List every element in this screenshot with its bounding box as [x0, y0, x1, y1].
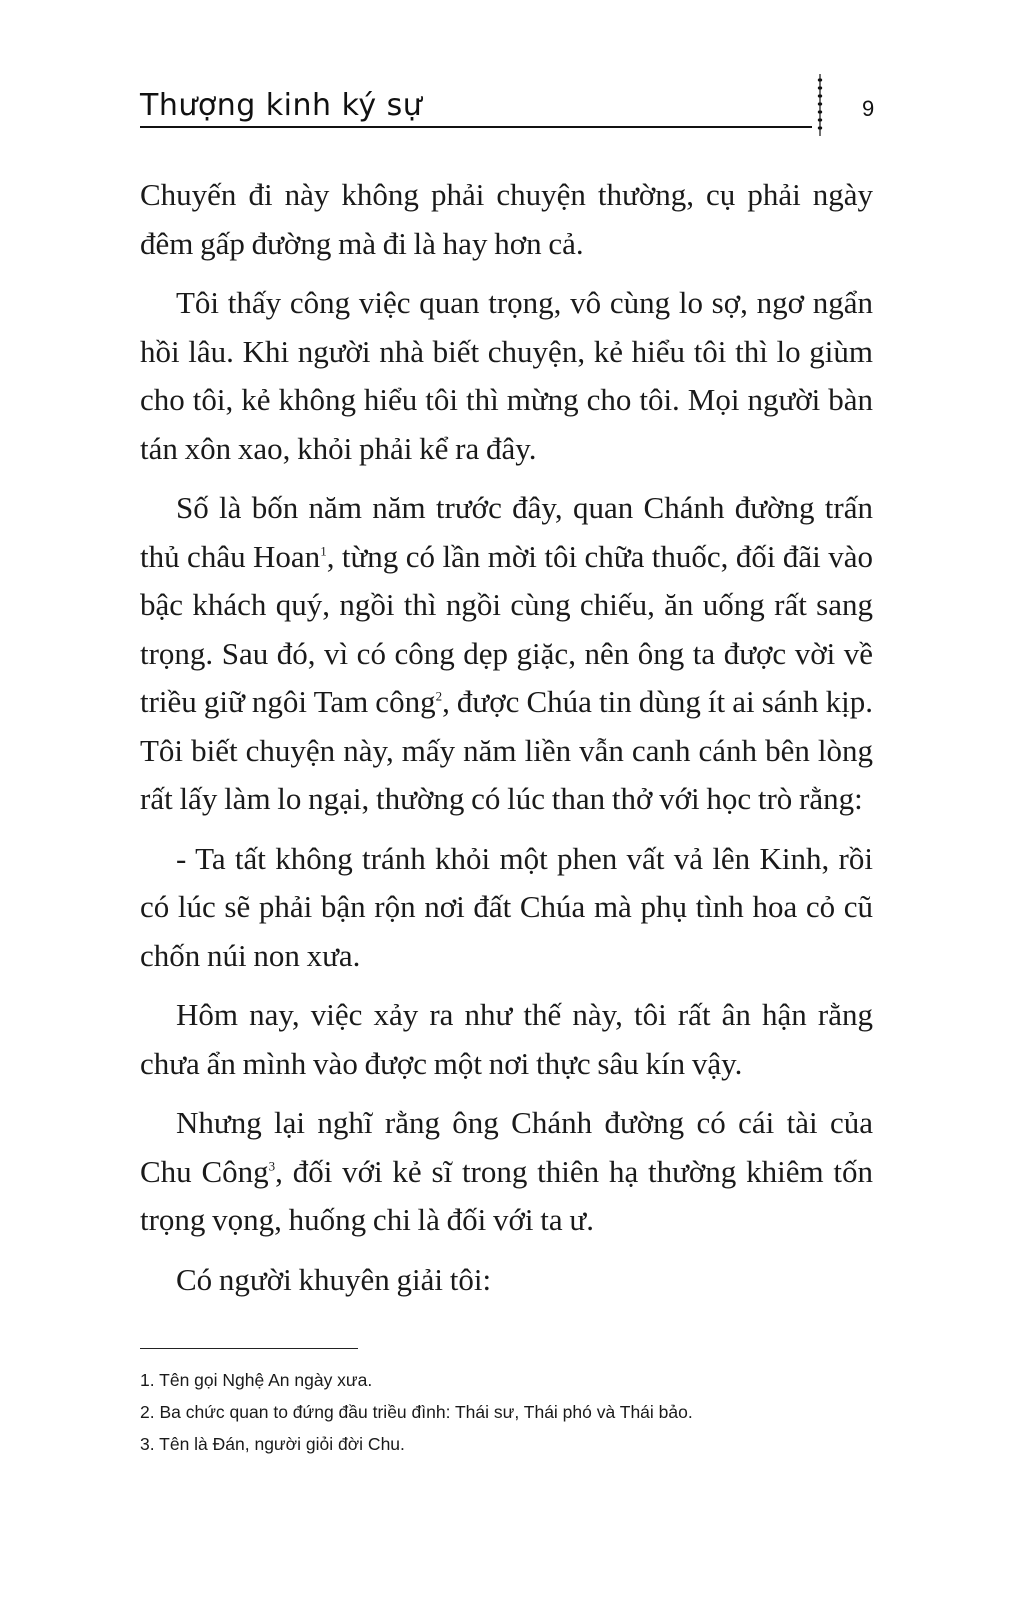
page-number: 9	[862, 96, 875, 121]
footnote-ref-3: 3	[268, 1158, 276, 1174]
book-title: Thượng kinh ký sự	[140, 88, 423, 123]
footnotes	[140, 1364, 880, 1460]
paragraph-4-dialogue: - Ta tất không tránh khỏi một phen vất vả lên Kinh, rồi có lúc sẽ phải bận rộn nơi đất Chúa mà phụ tình hoa cỏ cũ chốn núi non xưa.	[140, 840, 873, 973]
paragraph-3-text-c: , được Chúa tin dùng ít ai sánh kịp. Tôi biết chuyện này, mấy năm liền vẫn canh cánh bên lòng rất lấy làm lo ngại, thường có lúc than thở với học trò rằng:	[140, 684, 873, 816]
footnote-ref-2: 2	[435, 688, 443, 704]
paragraph-3-text-a: Số là bốn năm năm trước đây, quan Chánh đường trấn thủ châu Hoan	[140, 490, 873, 574]
paragraph-3-text-b: , từng có lần mời tôi chữa thuốc, đối đãi vào bậc khách quý, ngồi thì ngồi cùng chiếu, ăn uống rất sang trọng. Sau đó, vì có công dẹp giặc, nên ông ta được vời về triều giữ ngôi Tam công	[140, 538, 874, 719]
paragraph-1: Chuyến đi này không phải chuyện thường, cụ phải ngày đêm gấp đường mà đi là hay hơn cả.	[140, 177, 873, 261]
paragraph-6-text-b: , đối với kẻ sĩ trong thiên hạ thường khiêm tốn trọng vọng, huống chi là đối với ta ư.	[140, 1153, 874, 1237]
footnote-3: 3. Tên là Đán, người giỏi đời Chu.	[140, 1434, 405, 1454]
footnote-rule	[140, 1348, 358, 1349]
paragraph-6-text-a: Nhưng lại nghĩ rằng ông Chánh đường có cái tài của Chu Công	[140, 1105, 873, 1189]
paragraph-6	[140, 1099, 873, 1245]
header-ornament-icon	[816, 74, 824, 136]
footnote-1: 1. Tên gọi Nghệ An ngày xưa.	[140, 1370, 373, 1390]
paragraph-7: Có người khuyên giải tôi:	[176, 1261, 492, 1297]
footnote-2: 2. Ba chức quan to đứng đầu triều đình: Thái sư, Thái phó và Thái bảo.	[140, 1402, 693, 1422]
footnote-ref-1: 1	[320, 543, 327, 559]
paragraph-3	[140, 484, 873, 824]
paragraph-5: Hôm nay, việc xảy ra như thế này, tôi rất ân hận rằng chưa ẩn mình vào được một nơi thực sâu kín vậy.	[140, 997, 873, 1081]
running-header	[140, 78, 880, 138]
paragraph-2: Tôi thấy công việc quan trọng, vô cùng lo sợ, ngơ ngẩn hồi lâu. Khi người nhà biết chuyện, kẻ hiểu tôi thì lo giùm cho tôi, kẻ không hiểu tôi thì mừng cho tôi. Mọi người bàn tán xôn xao, khỏi phải kể ra đây.	[140, 285, 873, 466]
body-text	[140, 171, 873, 1315]
header-rule	[140, 126, 812, 128]
